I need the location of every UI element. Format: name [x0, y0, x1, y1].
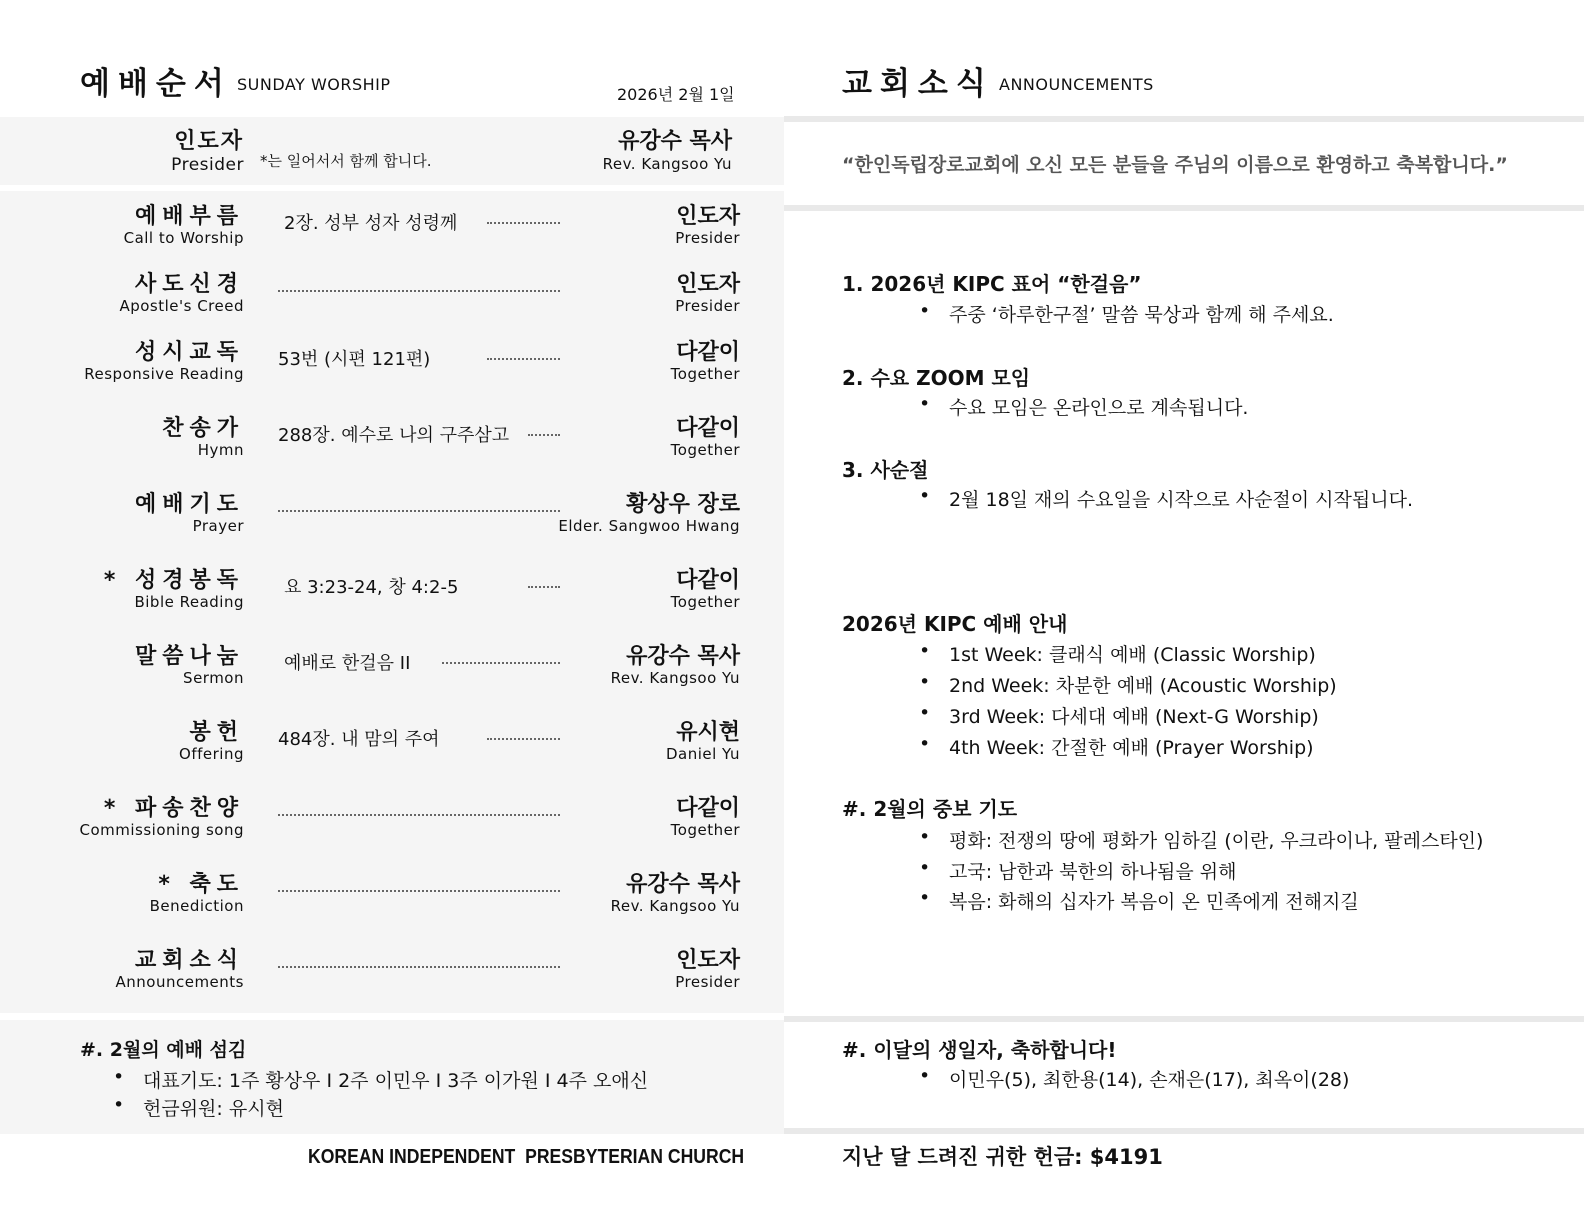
presider-label-en: Presider	[171, 155, 244, 175]
worship-order-row	[0, 865, 784, 935]
service-heading: #. 2월의 예배 섬김	[80, 1039, 247, 1061]
order-label: 성시교독	[134, 340, 244, 365]
order-detail: 484장. 내 맘의 주여	[278, 729, 440, 750]
order-leader-en: Daniel Yu	[665, 745, 740, 763]
worship-order-row	[0, 561, 784, 631]
dotted-leader	[278, 966, 560, 968]
divider	[784, 1016, 1584, 1022]
prayer-bullet: • 평화: 전쟁의 땅에 평화가 임하길 (이란, 우크라이나, 팔레스타인)	[949, 826, 1483, 853]
order-label-en: Call to Worship	[123, 229, 244, 247]
worship-order-row	[0, 409, 784, 479]
order-detail: 2장. 성부 성자 성령께	[284, 213, 458, 234]
order-label-en: Bible Reading	[134, 593, 244, 611]
order-leader: 인도자	[676, 272, 740, 297]
presider-name-en: Rev. Kangsoo Yu	[602, 155, 732, 173]
order-label: 사도신경	[134, 272, 244, 297]
order-label-en: Apostle's Creed	[119, 297, 244, 315]
order-leader-en: Rev. Kangsoo Yu	[610, 669, 740, 687]
dotted-leader	[278, 890, 560, 892]
order-leader: 유강수 목사	[626, 644, 740, 669]
church-name: KOREAN INDEPENDENT PRESBYTERIAN CHURCH	[308, 1146, 745, 1168]
order-label-en: Responsive Reading	[84, 365, 244, 383]
prayer-bullet: • 고국: 남한과 북한의 하나됨을 위해	[949, 857, 1237, 884]
order-detail: 288장. 예수로 나의 구주삼고	[278, 425, 510, 446]
presider-label: 인도자	[174, 129, 244, 154]
guide-bullet: • 4th Week: 간절한 예배 (Prayer Worship)	[949, 733, 1314, 760]
order-label: * 파송찬양	[103, 796, 244, 821]
order-leader-en: Rev. Kangsoo Yu	[610, 897, 740, 915]
welcome-text: “한인독립장로교회에 오신 모든 분들을 주님의 이름으로 환영하고 축복합니다.”	[842, 154, 1508, 176]
announcement-heading: 2. 수요 ZOOM 모임	[842, 366, 1031, 390]
presider-name: 유강수 목사	[618, 129, 732, 154]
order-leader-en: Together	[670, 441, 740, 459]
announcements-title-en: ANNOUNCEMENTS	[999, 75, 1154, 94]
prayer-bullet: • 복음: 화해의 십자가 복음이 온 민족에게 전해지길	[949, 887, 1359, 914]
announcement-bullet: • 2월 18일 재의 수요일을 시작으로 사순절이 시작됩니다.	[949, 485, 1413, 512]
birthday-heading: #. 이달의 생일자, 축하합니다!	[842, 1038, 1117, 1062]
order-label-en: Sermon	[183, 669, 244, 687]
order-detail: 요 3:23-24, 창 4:2-5	[284, 577, 459, 598]
order-leader: 인도자	[676, 948, 740, 973]
worship-order-row	[0, 713, 784, 783]
birthday-bullet: • 이민우(5), 최한용(14), 손재은(17), 최옥이(28)	[949, 1065, 1349, 1092]
worship-order-row	[0, 333, 784, 403]
worship-title: 예배순서	[80, 66, 232, 102]
order-label: 교회소식	[134, 948, 244, 973]
worship-order-row	[0, 637, 784, 707]
announcements-title: 교회소식	[842, 66, 994, 102]
divider	[784, 1128, 1584, 1134]
order-leader: 유시현	[676, 720, 740, 745]
worship-order-row	[0, 265, 784, 335]
order-leader: 인도자	[676, 204, 740, 229]
announcement-heading: 1. 2026년 KIPC 표어 “한걸음”	[842, 272, 1142, 296]
order-detail: 53번 (시편 121편)	[278, 349, 431, 370]
order-leader: 다같이	[676, 340, 740, 365]
worship-order-row	[0, 197, 784, 267]
order-label: 찬송가	[162, 416, 244, 441]
service-line: • 대표기도: 1주 황상우 I 2주 이민우 I 3주 이가원 I 4주 오애신	[143, 1066, 648, 1093]
announcement-bullet: • 수요 모임은 온라인으로 계속됩니다.	[949, 393, 1248, 420]
last-month-offering: 지난 달 드려진 귀한 헌금: $4191	[842, 1145, 1163, 1169]
presider-row	[0, 120, 784, 180]
divider	[784, 116, 1584, 122]
order-leader-en: Presider	[675, 973, 740, 991]
order-label: * 축도	[158, 872, 244, 897]
order-leader-en: Together	[670, 593, 740, 611]
order-label: 봉헌	[189, 720, 244, 745]
order-label-en: Commissioning song	[79, 821, 244, 839]
order-leader-en: Presider	[675, 229, 740, 247]
dotted-leader	[278, 510, 560, 512]
prayer-heading: #. 2월의 중보 기도	[842, 797, 1018, 821]
order-label: 예배기도	[134, 492, 244, 517]
order-leader: 황상우 장로	[626, 492, 740, 517]
order-leader: 다같이	[676, 568, 740, 593]
announcement-bullet: • 주중 ‘하루한구절’ 말씀 묵상과 함께 해 주세요.	[949, 300, 1334, 327]
worship-order-row	[0, 941, 784, 1011]
announcement-heading: 3. 사순절	[842, 458, 929, 482]
order-label: * 성경봉독	[103, 568, 244, 593]
order-label-en: Benediction	[149, 897, 244, 915]
order-label: 예배부름	[134, 204, 244, 229]
worship-order-row	[0, 789, 784, 859]
order-leader: 다같이	[676, 796, 740, 821]
service-line: • 헌금위원: 유시현	[143, 1094, 284, 1121]
guide-heading: 2026년 KIPC 예배 안내	[842, 612, 1068, 636]
order-detail: 예배로 한걸음 II	[284, 653, 411, 674]
order-leader: 다같이	[676, 416, 740, 441]
order-label: 말씀나눔	[134, 644, 244, 669]
guide-bullet: • 3rd Week: 다세대 예배 (Next-G Worship)	[949, 702, 1319, 729]
order-leader-en: Together	[670, 821, 740, 839]
order-leader-en: Together	[670, 365, 740, 383]
order-label-en: Announcements	[115, 973, 244, 991]
order-leader-en: Elder. Sangwoo Hwang	[558, 517, 740, 535]
guide-bullet: • 2nd Week: 차분한 예배 (Acoustic Worship)	[949, 671, 1337, 698]
order-leader-en: Presider	[675, 297, 740, 315]
divider	[784, 205, 1584, 211]
order-label-en: Hymn	[197, 441, 244, 459]
worship-order-row	[0, 485, 784, 555]
order-label-en: Prayer	[192, 517, 244, 535]
guide-bullet: • 1st Week: 클래식 예배 (Classic Worship)	[949, 640, 1316, 667]
dotted-leader	[278, 814, 560, 816]
stand-note: *는 일어서서 함께 합니다.	[260, 152, 432, 170]
order-leader: 유강수 목사	[626, 872, 740, 897]
order-label-en: Offering	[179, 745, 244, 763]
dotted-leader	[278, 290, 560, 292]
worship-title-en: SUNDAY WORSHIP	[237, 75, 391, 94]
worship-date: 2026년 2월 1일	[617, 85, 735, 104]
